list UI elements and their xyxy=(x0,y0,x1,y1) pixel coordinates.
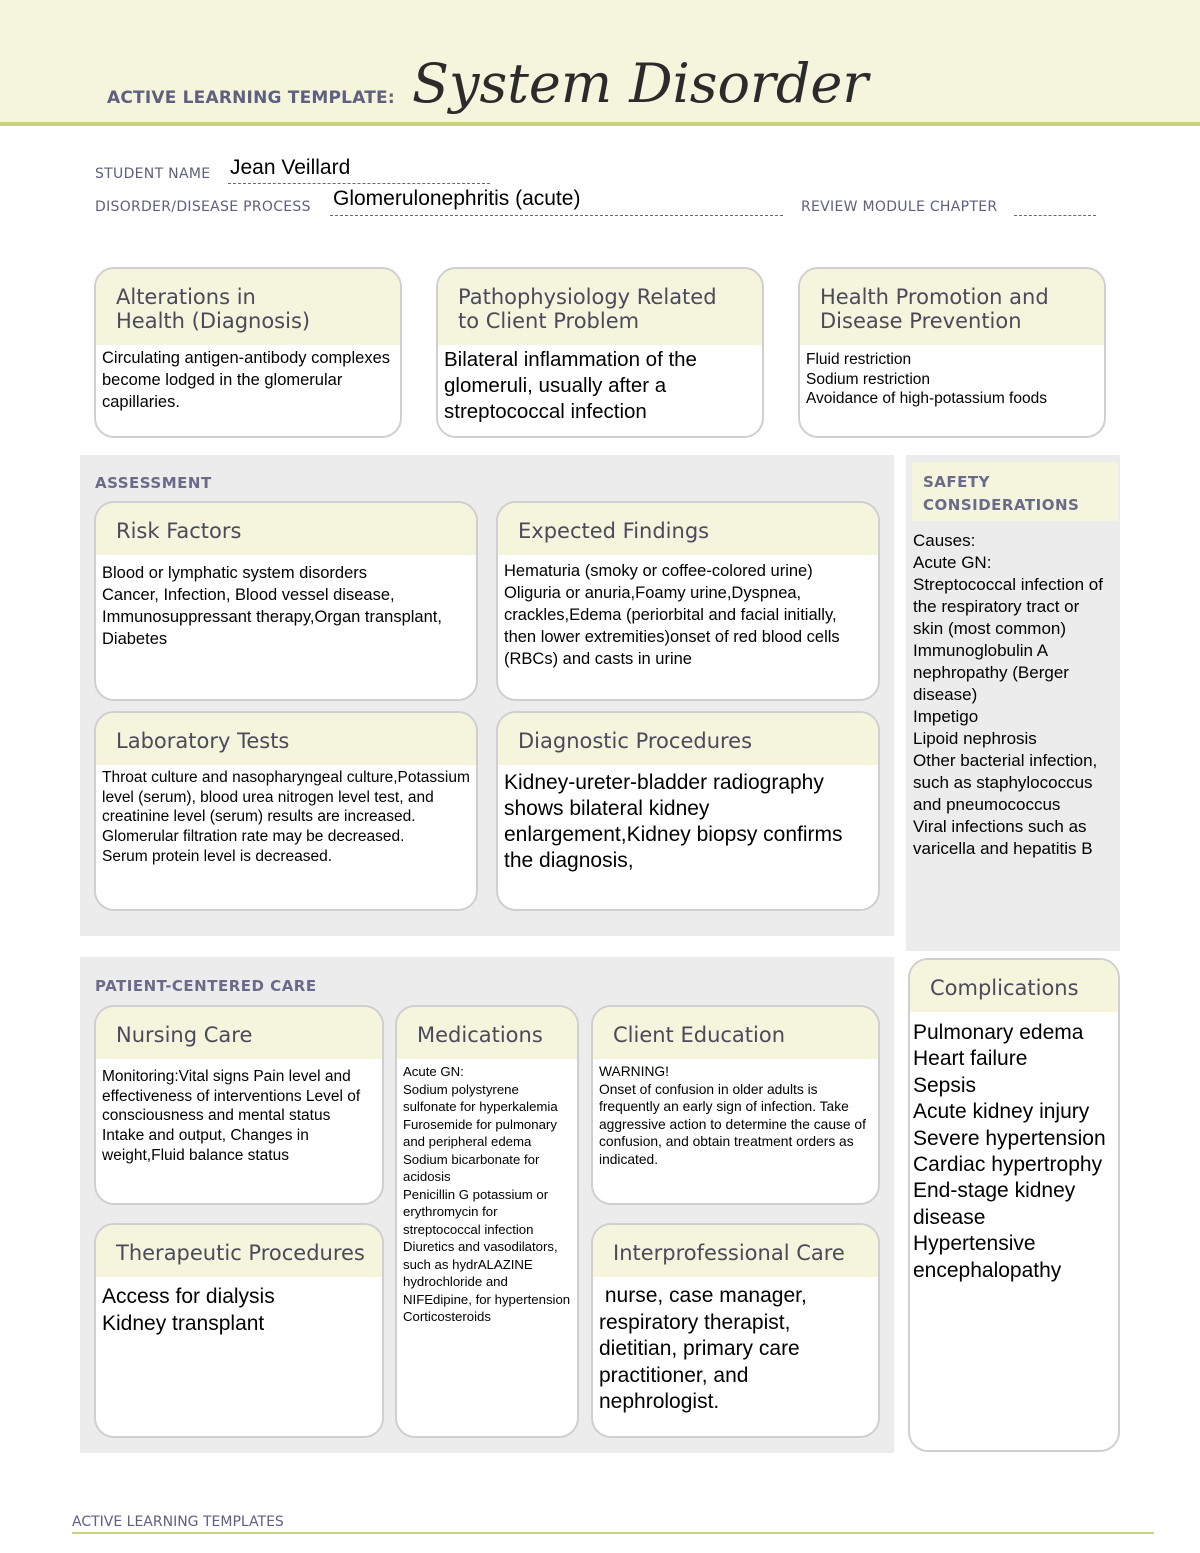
review-module-label: REVIEW MODULE CHAPTER xyxy=(801,199,998,215)
assessment-label: ASSESSMENT xyxy=(95,474,212,492)
student-name-label: STUDENT NAME xyxy=(95,166,211,182)
alterations-in-health-box xyxy=(94,267,402,438)
disorder-underline xyxy=(330,215,783,216)
safety-label: SAFETY CONSIDERATIONS xyxy=(923,473,1080,514)
risk-factors-text[interactable]: Blood or lymphatic system disorders Cancer, Infection, Blood vessel disease, Immunosuppressant therapy,Organ transplant, Diabetes xyxy=(102,564,442,648)
header-rule xyxy=(0,122,1200,126)
laboratory-tests-text[interactable]: Throat culture and nasopharyngeal culture,Potassium level (serum), blood urea nitrogen level test, and creatinine level (serum) results are increased. Glomerular filtration rate may be decreased. Serum protein level is decreased. xyxy=(102,769,470,865)
expected-findings-title: Expected Findings xyxy=(498,503,878,555)
complications-text[interactable]: Pulmonary edema Heart failure Sepsis Acute kidney injury Severe hypertension Cardiac hypertrophy End-stage kidney disease Hypertensive encephalopathy xyxy=(913,1021,1106,1282)
template-label: ACTIVE LEARNING TEMPLATE: xyxy=(107,88,395,108)
laboratory-tests-box xyxy=(94,711,478,911)
nursing-care-text[interactable]: Monitoring:Vital signs Pain level and effectiveness of interventions Level of consciousness and mental status Intake and output, Changes in weight,Fluid balance status xyxy=(102,1068,361,1164)
pathophysiology-box xyxy=(436,267,764,438)
nursing-care-box xyxy=(94,1005,384,1205)
student-name-value[interactable]: Jean Veillard xyxy=(230,156,351,179)
client-education-title: Client Education xyxy=(593,1007,878,1059)
pathophysiology-text[interactable]: Bilateral inflammation of the glomeruli, usually after a streptococcal infection xyxy=(444,348,697,423)
medications-text[interactable]: Acute GN: Sodium polystyrene sulfonate for hyperkalemia Furosemide for pulmonary and peripheral edema Sodium bicarbonate for acidosis Penicillin G potassium or erythromycin for streptococcal infection Diuretics and vasodilators, such as hydrALAZINE hydrochloride and NIFEdipine, for hypertension Corticosteroids xyxy=(403,1064,571,1324)
footer-rule xyxy=(72,1532,1154,1534)
alterations-in-health-title: Alterations in Health (Diagnosis) xyxy=(96,269,400,345)
complications-box xyxy=(908,958,1120,1452)
disorder-label: DISORDER/DISEASE PROCESS xyxy=(95,199,311,215)
expected-findings-text[interactable]: Hematuria (smoky or coffee-colored urine) Oliguria or anuria,Foamy urine,Dyspnea, crackles,Edema (periorbital and facial initially, then lower extremities)onset of red blood cells (RBCs) and casts in urine xyxy=(504,562,840,668)
therapeutic-procedures-text[interactable]: Access for dialysis Kidney transplant xyxy=(102,1285,275,1335)
template-title: System Disorder xyxy=(412,52,869,115)
client-education-text[interactable]: WARNING! Onset of confusion in older adults is frequently an early sign of infection. Take aggressive action to determine the cause of confusion, and obtain treatment orders as indicated. xyxy=(599,1064,866,1167)
risk-factors-title: Risk Factors xyxy=(96,503,476,555)
medications-title: Medications xyxy=(397,1007,577,1059)
disorder-value[interactable]: Glomerulonephritis (acute) xyxy=(333,187,581,210)
diagnostic-procedures-text[interactable]: Kidney-ureter-bladder radiography shows bilateral kidney enlargement,Kidney biopsy confirms the diagnosis, xyxy=(504,771,843,872)
expected-findings-box xyxy=(496,501,880,701)
pathophysiology-title: Pathophysiology Related to Client Problem xyxy=(438,269,762,345)
nursing-care-title: Nursing Care xyxy=(96,1007,382,1059)
client-education-box xyxy=(591,1005,880,1205)
footer-label: ACTIVE LEARNING TEMPLATES xyxy=(72,1514,284,1530)
alterations-in-health-text[interactable]: Circulating antigen-antibody complexes become lodged in the glomerular capillaries. xyxy=(102,349,390,411)
therapeutic-procedures-title: Therapeutic Procedures xyxy=(96,1225,382,1277)
complications-title: Complications xyxy=(910,960,1118,1012)
therapeutic-procedures-box xyxy=(94,1223,384,1438)
diagnostic-procedures-title: Diagnostic Procedures xyxy=(498,713,878,765)
patient-centered-care-label: PATIENT-CENTERED CARE xyxy=(95,977,317,995)
safety-text[interactable]: Causes: Acute GN: Streptococcal infection of the respiratory tract or skin (most common) Immunoglobulin A nephropathy (Berger disease) Impetigo Lipoid nephrosis Other bacterial infection, such as staphylococcus and pneumococcus Viral infections such as varicella and hepatitis B xyxy=(913,531,1103,858)
laboratory-tests-title: Laboratory Tests xyxy=(96,713,476,765)
health-promotion-title: Health Promotion and Disease Prevention xyxy=(800,269,1104,345)
student-name-underline xyxy=(228,183,490,184)
health-promotion-text[interactable]: Fluid restriction Sodium restriction Avoidance of high-potassium foods xyxy=(806,351,1047,407)
health-promotion-box xyxy=(798,267,1106,438)
interprofessional-care-text[interactable]: nurse, case manager, respiratory therapist, dietitian, primary care practitioner, and nephrologist. xyxy=(599,1284,813,1413)
medications-box xyxy=(395,1005,579,1438)
interprofessional-care-box xyxy=(591,1223,880,1438)
diagnostic-procedures-box xyxy=(496,711,880,911)
interprofessional-care-title: Interprofessional Care xyxy=(593,1225,878,1277)
risk-factors-box xyxy=(94,501,478,701)
review-module-underline[interactable] xyxy=(1014,215,1096,216)
